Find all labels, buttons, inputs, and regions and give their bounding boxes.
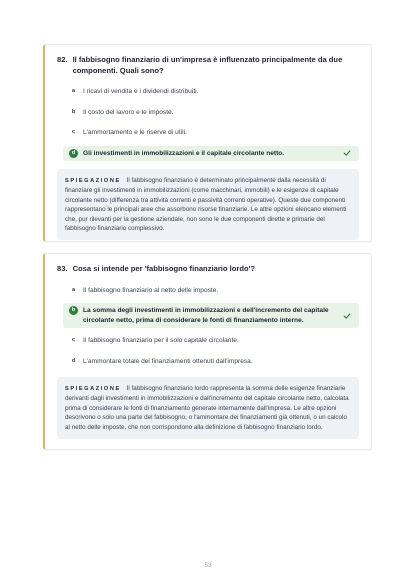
check-icon xyxy=(343,312,351,320)
options-list xyxy=(57,283,359,370)
question-number: 82. xyxy=(57,55,68,64)
option-letter-badge: d xyxy=(69,357,78,366)
question-text: Cosa si intende per 'fabbisogno finanziario lordo'? xyxy=(72,264,256,273)
option-a[interactable] xyxy=(63,283,359,299)
option-b[interactable] xyxy=(63,105,359,121)
explanation-box xyxy=(57,377,359,439)
explanation-label: SPIEGAZIONE xyxy=(65,178,121,184)
option-letter-badge: c xyxy=(69,336,78,345)
options-list xyxy=(57,84,359,161)
option-a[interactable] xyxy=(63,84,359,100)
page-number: 53 xyxy=(204,562,212,569)
explanation-text: Il fabbisogno finanziario lordo rappresenta la somma delle esigenze finanziarie derivanti dagli investimenti in immobilizzazioni e dall'incremento del capitale circolante netto, calcolata prima di considerare le fonti di finanziamento generate internamente dall'impresa. Le altre opzioni descrivono o solo una parte del fabbisogno, o l'ammontare dei finanziamenti già ottenuti, o un calcolo al netto delle imposte, che non corrispondono alla definizione di fabbisogno finanziario lordo. xyxy=(65,385,349,431)
question-title xyxy=(57,55,359,76)
question-card xyxy=(43,44,372,242)
option-text: I ricavi di vendita e i dividendi distribuiti. xyxy=(83,88,199,95)
option-letter-badge: d xyxy=(69,149,78,158)
option-text: L'ammontare totale dei finanziamenti ottenuti dall'impresa. xyxy=(83,357,253,365)
option-letter-badge: b xyxy=(69,108,78,117)
question-card xyxy=(43,253,372,450)
option-text: Il fabbisogno finanziario per il solo capitale circolante. xyxy=(83,337,239,344)
question-number: 83. xyxy=(57,264,68,273)
option-c[interactable] xyxy=(63,125,359,141)
option-text: Il fabbisogno finanziario al netto delle imposte. xyxy=(83,286,219,294)
question-title xyxy=(57,264,359,275)
option-d[interactable] xyxy=(63,354,359,370)
option-c[interactable] xyxy=(63,333,359,349)
option-d-correct[interactable] xyxy=(63,146,359,162)
option-letter-badge: a xyxy=(69,286,78,295)
explanation-label: SPIEGAZIONE xyxy=(65,386,121,392)
check-icon xyxy=(343,149,351,157)
option-b-correct[interactable] xyxy=(63,303,359,328)
question-text: Il fabbisogno finanziario di un'impresa è influenzato principalmente da due componenti. Quali sono? xyxy=(72,55,343,75)
option-letter-badge: b xyxy=(69,306,78,315)
option-letter-badge: a xyxy=(69,87,78,96)
option-letter-badge: c xyxy=(69,128,78,137)
explanation-box xyxy=(57,169,359,240)
option-text: Gli investimenti in immobilizzazioni e il capitale circolante netto. xyxy=(83,149,285,157)
option-text: La somma degli investimenti in immobilizzazioni e dell'incremento del capitale circolante netto, prima di considerare le fonti di finanziamento interne. xyxy=(83,307,329,324)
explanation-text: Il fabbisogno finanziario è determinato principalmente dalla necessità di finanziare gli investimenti in immobilizzazioni (come macchinari, immobili) e le esigenze di capitale circolante netto (differenza tra attività correnti e passività correnti operative). Queste due componenti rappresentano le principali aree che assorbono risorse finanziarie. Le altre opzioni elencano elementi che, pur rilevanti per la gestione aziendale, non sono le due componenti dirette e primarie del fabbisogno finanziario complessivo. xyxy=(65,177,347,233)
option-text: Il costo del lavoro e le imposte. xyxy=(83,108,174,116)
option-text: L'ammortamento e le riserve di utili. xyxy=(83,129,187,136)
